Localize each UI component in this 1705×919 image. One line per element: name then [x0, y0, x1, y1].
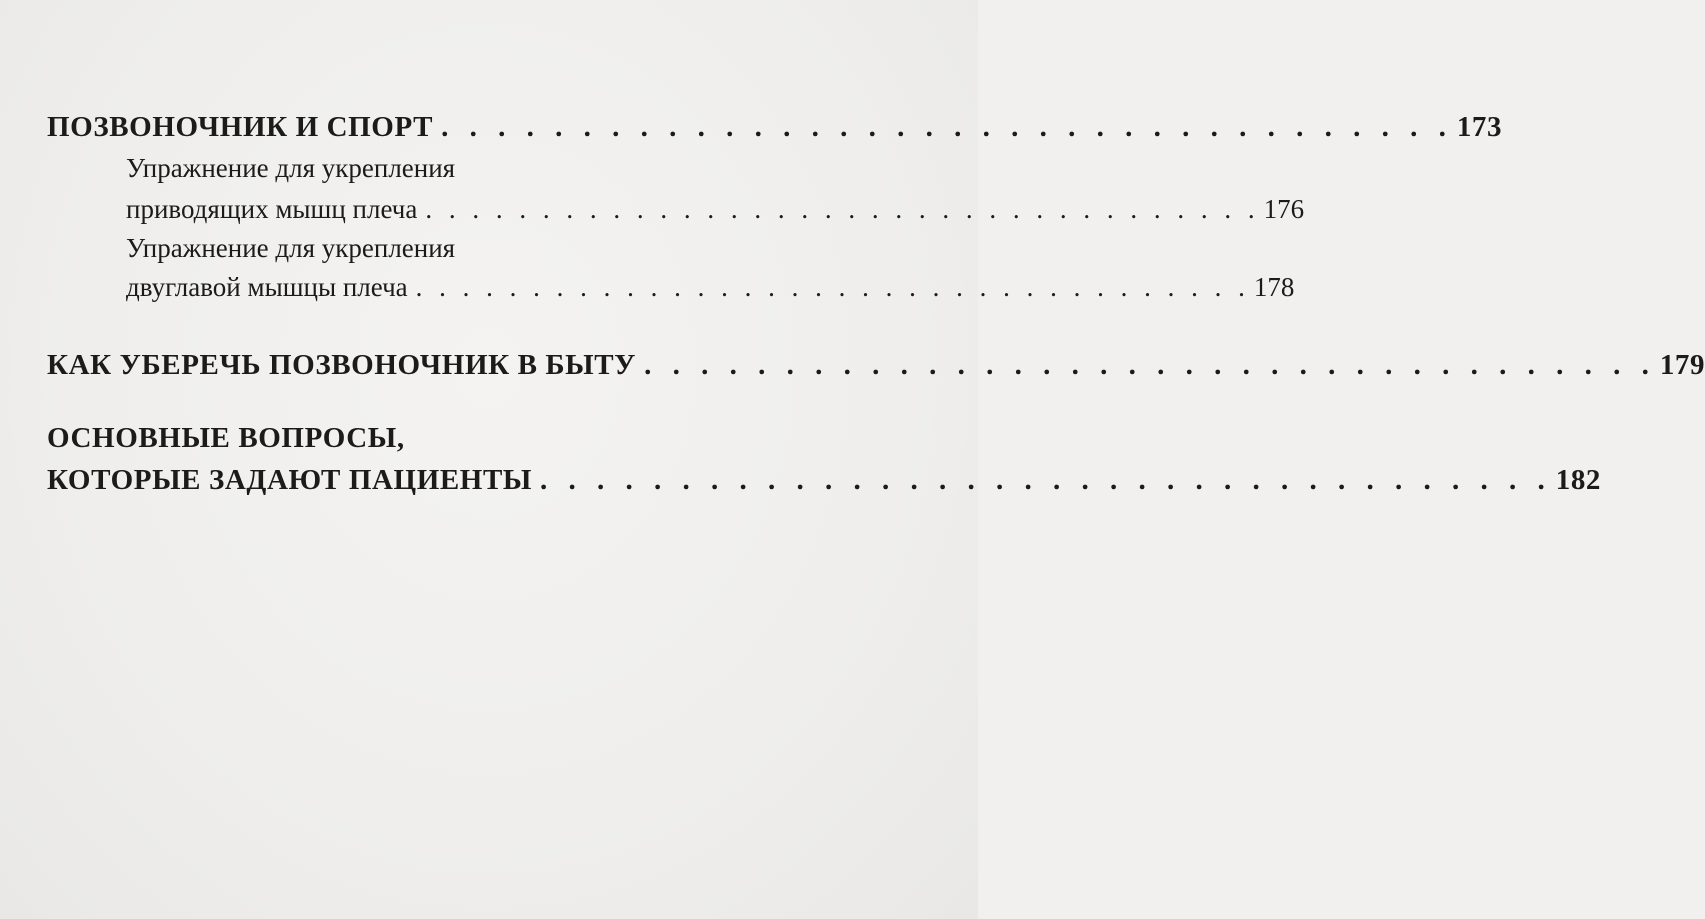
toc-entry-protect-spine-daily[interactable] [47, 349, 1705, 382]
toc-page-number: 178 [1253, 272, 1295, 302]
dot-leader: . . . . . . . . . . . . . . . . . . . . . . . . . . . . . . . . . . . . [539, 464, 1552, 496]
toc-entry-title: двуглавой мышцы плеча [126, 272, 408, 302]
toc-subentry-title-line1: Упражнение для укрепления [126, 233, 456, 263]
toc-entry-title-line1: ОСНОВНЫЕ ВОПРОСЫ, [47, 422, 405, 454]
toc-subentry-adductors[interactable] [126, 194, 1305, 225]
toc-subentry-title-line1: Упражнение для укрепления [126, 153, 456, 183]
toc-page-number: 176 [1263, 194, 1305, 224]
toc-page-number: 173 [1456, 111, 1503, 143]
toc-entry-title: КАК УБЕРЕЧЬ ПОЗВОНОЧНИК В БЫТУ [47, 349, 637, 381]
dot-leader: . . . . . . . . . . . . . . . . . . . . . . . . . . . . . . . . . . . . [441, 111, 1453, 143]
toc-entry-title: КОТОРЫЕ ЗАДАЮТ ПАЦИЕНТЫ [47, 464, 532, 496]
toc-entry-spine-and-sport[interactable] [47, 111, 1503, 144]
toc-page-number: 179 [1659, 349, 1705, 381]
toc-entry-patient-questions[interactable] [47, 464, 1602, 497]
dot-leader: . . . . . . . . . . . . . . . . . . . . . . . . . . . . . . . . . . . . [415, 272, 1250, 302]
dot-leader: . . . . . . . . . . . . . . . . . . . . . . . . . . . . . . . . . . . . [644, 349, 1656, 381]
toc-entry-title: приводящих мышц плеча [126, 194, 418, 224]
dot-leader: . . . . . . . . . . . . . . . . . . . . . . . . . . . . . . . . . . . . [425, 194, 1260, 224]
toc-entry-title: ПОЗВОНОЧНИК И СПОРТ [47, 111, 434, 143]
toc-subentry-biceps[interactable] [126, 272, 1295, 303]
toc-page-number: 182 [1555, 464, 1602, 496]
